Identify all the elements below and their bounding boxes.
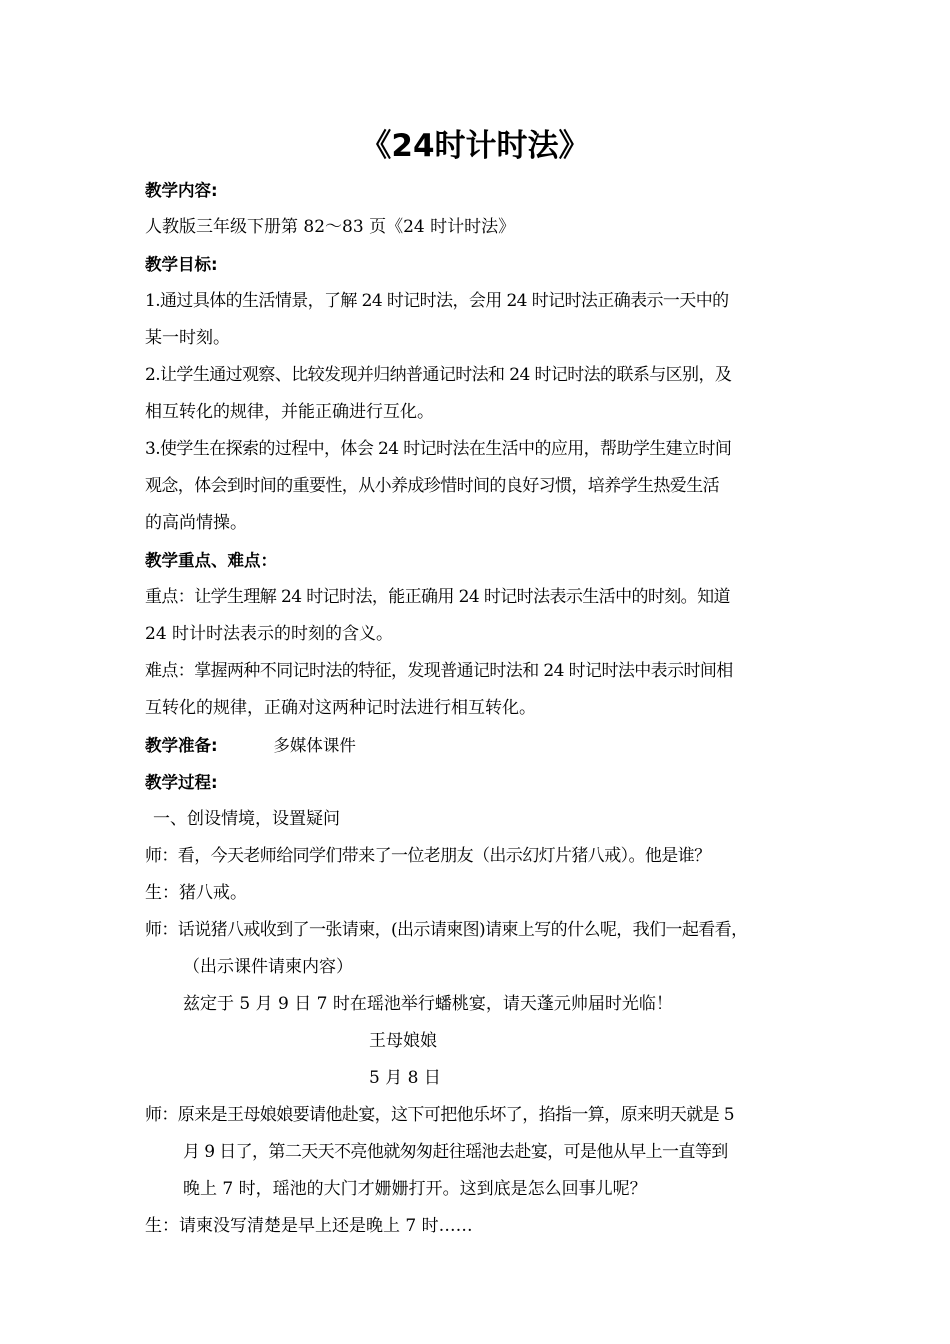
invitation-date: 5 月 8 日 xyxy=(369,1068,441,1088)
goal-1-line-2: 某一时刻。 xyxy=(145,328,230,348)
content-text: 人教版三年级下册第 82～83 页《24 时计时法》 xyxy=(145,217,516,237)
document-title: 《24时计时法》 xyxy=(360,128,590,164)
difficulty-line-2: 互转化的规律，正确对这两种记时法进行相互转化。 xyxy=(145,698,536,718)
key-points-heading: 教学重点、难点： xyxy=(145,551,277,570)
process-heading: 教学过程: xyxy=(145,773,218,792)
teacher-line-2-cont: （出示课件请柬内容） xyxy=(183,957,353,977)
goal-1-line-1: 1.通过具体的生活情景，了解 24 时记时法，会用 24 时记时法正确表示一天中的 xyxy=(145,291,729,311)
student-line-2: 生：请柬没写清楚是早上还是晚上 7 时…… xyxy=(145,1216,473,1236)
content-heading: 教学内容: xyxy=(145,181,218,200)
teacher-line-3-cont-2: 晚上 7 时，瑶池的大门才姗姗打开。这到底是怎么回事儿呢？ xyxy=(183,1179,647,1199)
teacher-line-2: 师：话说猪八戒收到了一张请柬，(出示请柬图)请柬上写的什么呢，我们一起看看， xyxy=(145,920,748,940)
key-point-line-1: 重点：让学生理解 24 时记时法，能正确用 24 时记时法表示生活中的时刻。知道 xyxy=(145,587,730,607)
key-point-line-2: 24 时计时法表示的时刻的含义。 xyxy=(145,624,394,644)
step-1-heading: 一、创设情境，设置疑问 xyxy=(153,809,340,829)
difficulty-line-1: 难点：掌握两种不同记时法的特征，发现普通记时法和 24 时记时法中表示时间相 xyxy=(145,661,733,681)
document-body xyxy=(145,172,813,1245)
teacher-line-3-cont-1: 月 9 日了，第二天天不亮他就匆匆赶往瑶池去赴宴，可是他从早上一直等到 xyxy=(183,1142,728,1162)
preparation-heading: 教学准备: xyxy=(145,736,218,755)
goal-3-line-2: 观念，体会到时间的重要性，从小养成珍惜时间的良好习惯，培养学生热爱生活 xyxy=(145,476,719,496)
teacher-line-1: 师：看，今天老师给同学们带来了一位老朋友（出示幻灯片猪八戒）。他是谁？ xyxy=(145,846,711,866)
preparation-value: 多媒体课件 xyxy=(273,736,356,755)
invitation-signature: 王母娘娘 xyxy=(369,1031,437,1051)
goal-3-line-1: 3.使学生在探索的过程中，体会 24 时记时法在生活中的应用，帮助学生建立时间 xyxy=(145,439,732,459)
invitation-text: 兹定于 5 月 9 日 7 时在瑶池举行蟠桃宴，请天蓬元帅届时光临！ xyxy=(183,994,673,1014)
preparation-row xyxy=(145,727,813,764)
teacher-line-3: 师：原来是王母娘娘要请他赴宴，这下可把他乐坏了，掐指一算，原来明天就是 5 xyxy=(145,1105,735,1125)
goal-3-line-3: 的高尚情操。 xyxy=(145,513,247,533)
goal-2-line-1: 2.让学生通过观察、比较发现并归纳普通记时法和 24 时记时法的联系与区别，及 xyxy=(145,365,732,385)
goals-heading: 教学目标: xyxy=(145,255,218,274)
student-line-1: 生：猪八戒。 xyxy=(145,883,247,903)
goal-2-line-2: 相互转化的规律，并能正确进行互化。 xyxy=(145,402,434,422)
